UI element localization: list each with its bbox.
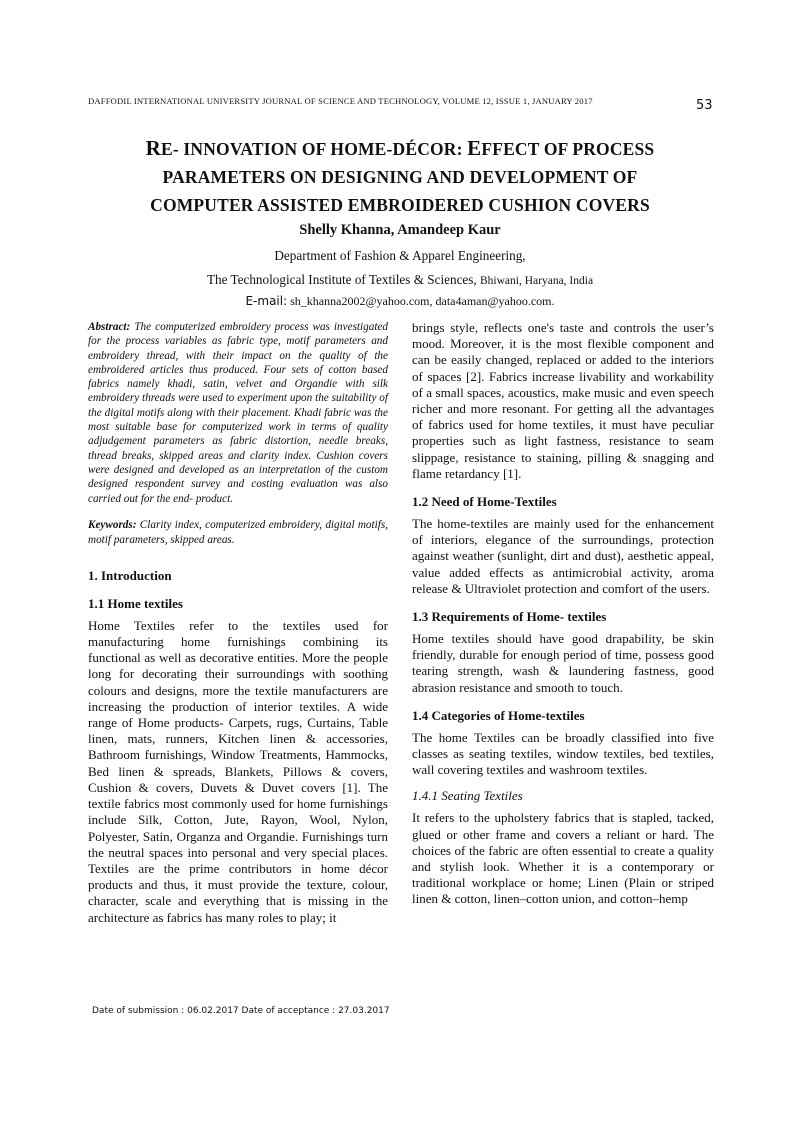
- institute-location: Bhiwani, Haryana, India: [480, 275, 594, 287]
- affiliation-department: Department of Fashion & Apparel Engineering,: [274, 248, 526, 263]
- title-line-1: [60, 134, 740, 163]
- paper-title: [60, 134, 740, 219]
- title-text-1a: E- INNOVATION OF HOME-DÉCOR:: [161, 139, 468, 159]
- paragraph-home-textiles: Home Textiles refer to the textiles used for manufacturing home furnishings combining its functional as well as decorative entities. More the people long for decorating their surroundings with soothing colours and designs, more the textile manufacturers are increasing the production of interior textiles. A wide range of Home products- Carpets, rugs, Curtains, Table linen, mats, runners, Kitchen linen & accessories, Bathroom furnishings, Window Treatments, Hammocks, Bed linen & spreads, Blankets, Pillows & covers, Cushion & covers, Duvets & Duvet covers [1]. The textile fabrics most commonly used for home furnishings include Silk, Cotton, Jute, Rayon, Wool, Nylon, Polyester, Satin, Organza and Organdie. Furnishings turn the neutral spaces into personal and very special places. Textiles are the prime contributors in home décor products and thus, it must provide the texture, colour, character, scale and everything that is missing in the architecture as fabrics has many roles to play; it: [88, 617, 388, 925]
- title-line-3: COMPUTER ASSISTED EMBROIDERED CUSHION COVERS: [150, 195, 650, 215]
- right-column: [412, 320, 714, 908]
- journal-title: DAFFODIL INTERNATIONAL UNIVERSITY JOURNAL OF SCIENCE AND TECHNOLOGY, VOLUME 12, ISSUE 1, JANUARY 2017: [88, 96, 593, 106]
- paragraph-need: The home-textiles are mainly used for the enhancement of interiors, elegance of the surroundings, protection against weather (sunlight, dirt and dust), aesthetic appeal, value added effects as antimicrobial activity, aroma release & Ultraviolet protection and comfort of the users.: [412, 516, 714, 596]
- abstract-text: The computerized embroidery process was investigated for the process variables as fabric type, motif parameters and embroidery thread, with their impact on the quality of the embroidered articles thus produced. Four sets of cotton based fabrics namely khadi, satin, velvet and Organdie with silk embroidery threads were used to experiment upon the suitability of the digital motifs along with their placement. Khadi fabric was the most suitable base for computerized work in terms of quality adjudgement parameters as fabric distortion, needle breaks, thread breaks, skipped areas and clarity index. Cushion covers were designed and developed as an interpretation of the custom designed respondent survey and costing evaluation was also carried out for the end- product.: [88, 321, 388, 505]
- heading-home-textiles: 1.1 Home textiles: [88, 595, 183, 611]
- heading-introduction: 1. Introduction: [88, 567, 172, 583]
- keywords: [88, 518, 388, 548]
- paragraph-seating: It refers to the upholstery fabrics that is stapled, tacked, glued or other frame and covers a reliant or hard. The choices of the fabric are often essential to create a quality and stylish look. Whether it is a contemporary or traditional workplace or home; Linen (Plain or striped linen & cotton, linen–cotton union, and cotton–hemp: [412, 810, 714, 907]
- email-line: [60, 294, 740, 309]
- abstract-label: Abstract:: [88, 321, 131, 333]
- title-initial-1: R: [145, 136, 162, 160]
- heading-requirements: 1.3 Requirements of Home- textiles: [412, 609, 607, 625]
- heading-categories: 1.4 Categories of Home-textiles: [412, 707, 585, 723]
- email-label: E-mail:: [245, 294, 288, 308]
- heading-need: 1.2 Need of Home-Textiles: [412, 494, 557, 510]
- authors: Shelly Khanna, Amandeep Kaur: [299, 222, 501, 238]
- left-column: [88, 320, 388, 926]
- abstract: [88, 320, 388, 506]
- title-initial-2: E: [467, 136, 482, 160]
- keywords-label: Keywords:: [88, 518, 137, 531]
- paragraph-categories: The home Textiles can be broadly classified into five classes as seating textiles, window textiles, bed textiles, wall covering textiles and washroom textiles.: [412, 729, 714, 778]
- paragraph-requirements: Home textiles should have good drapability, be skin friendly, durable for enough period of time, possess good tearing strength, wash & laundering fastness, good abrasion resistance and smooth to touch.: [412, 631, 714, 695]
- institute-name: The Technological Institute of Textiles & Sciences,: [206, 272, 477, 287]
- heading-seating: 1.4.1 Seating Textiles: [412, 788, 523, 804]
- title-line-2: PARAMETERS ON DESIGNING AND DEVELOPMENT OF: [162, 167, 638, 187]
- paragraph-continued: brings style, reflects one's taste and controls the user’s mood. Moreover, it is the most flexible component and can be easily changed, replaced or added to the interiors of spaces [2]. Fabrics increase livability and workability of a small spaces, acoustics, make music and even speech richer and more resonant. For getting all the advantages of fabrics used for home textiles, it must have peculiar properties such as light fastness, resistance to seam slippage, resistance to staining, pilling & snagging and flame retardancy [1].: [412, 320, 714, 481]
- page-number: 53: [696, 98, 713, 113]
- submission-dates: Date of submission : 06.02.2017 Date of acceptance : 27.03.2017: [92, 1006, 390, 1016]
- affiliation-institute: [60, 272, 740, 288]
- title-text-1b: FFECT OF PROCESS: [481, 139, 655, 159]
- email-addresses: sh_khanna2002@yahoo.com, data4aman@yahoo.com.: [290, 294, 555, 308]
- keywords-text: Clarity index, computerized embroidery, digital motifs, motif parameters, skipped areas.: [88, 518, 389, 546]
